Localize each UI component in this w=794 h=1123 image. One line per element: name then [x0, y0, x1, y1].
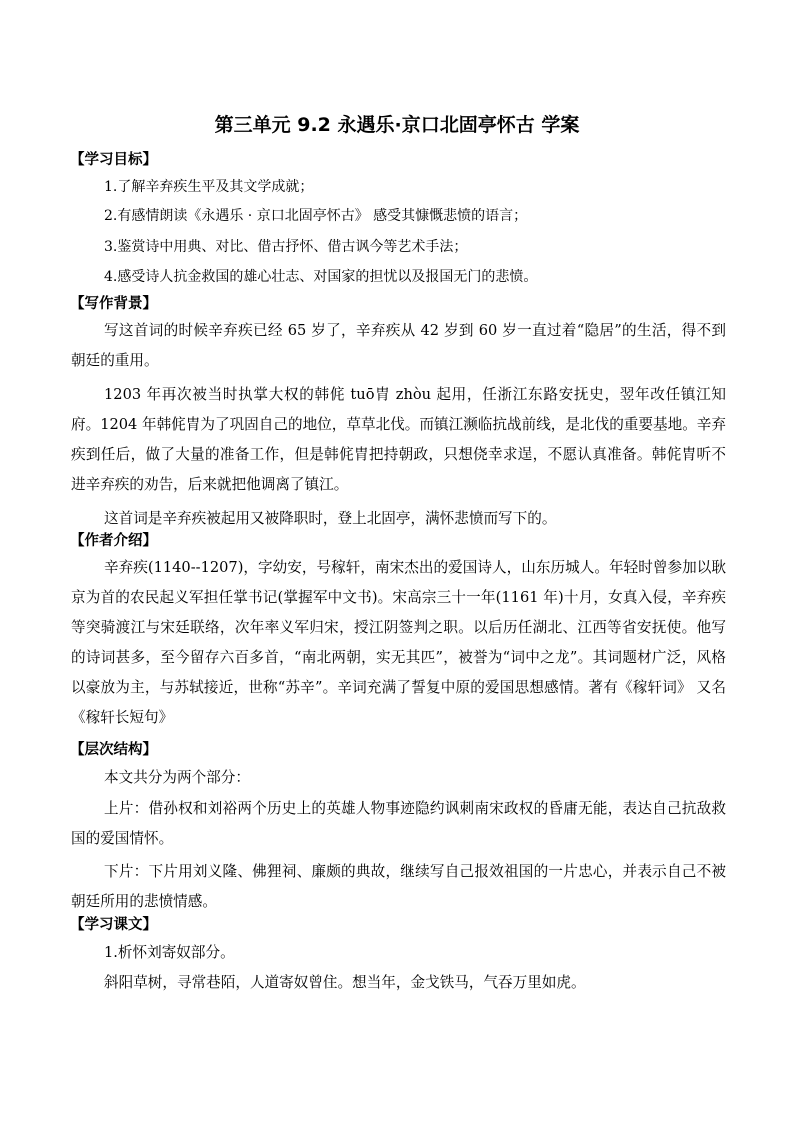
author-heading: 【作者介绍】: [70, 533, 157, 549]
objective-item-4: 4.感受诗人抗金救国的雄心壮志、对国家的担忧以及报国无门的悲愤。: [104, 269, 538, 285]
objective-item-1: 1.了解辛弃疾生平及其文学成就；: [104, 179, 314, 195]
objectives-heading: 【学习目标】: [70, 152, 157, 168]
structure-heading: 【层次结构】: [70, 742, 157, 758]
objective-item-3: 3.鉴赏诗中用典、对比、借古抒怀、借古讽今等艺术手法；: [104, 239, 468, 255]
lesson-paragraph-1: 1.析怀刘寄奴部分。: [104, 944, 235, 961]
structure-paragraph-3: 下片：下片用刘义隆、佛狸祠、廉颇的典故，继续写自己报效祖国的一片忠心，并表示自己不被朝廷所用的悲愤情感。: [71, 863, 726, 910]
lesson-paragraph-2: 斜阳草树，寻常巷陌，人道寄奴曾住。想当年，金戈铁马，气吞万里如虎。: [104, 974, 586, 991]
lesson-heading: 【学习课文】: [70, 917, 157, 933]
objective-item-2: 2.有感情朗读《永遇乐 · 京口北固亭怀古》 感受其慷慨悲愤的语言；: [104, 208, 528, 224]
structure-paragraph-1: 本文共分为两个部分：: [104, 769, 250, 786]
author-paragraph-1: 辛弃疾(1140--1207)，字幼安，号稼轩，南宋杰出的爱国诗人，山东历城人。年轻时曾参加以耿京为首的农民起义军担任掌书记(掌握军中文书)。宋高宗三十一年(1161 年)十月，女真入侵，辛弃疾等突骑渡江与宋廷联络，次年率义军归宋，授江阴签判之职。以后历任湖北、江西等省安抚使。他写的诗词甚多，至今留存六百多首，“南北两朝，实无其匹”，被誉为“词中之龙”。其词题材广泛，风格以豪放为主，与苏轼接近，世称“苏辛”。辛词充满了誓复中原的爱国思想感情。著有《稼轩词》 又名《稼轩长短句》: [71, 559, 726, 726]
background-heading: 【写作背景】: [70, 296, 157, 312]
background-paragraph-1: 写这首词的时候辛弃疾已经 65 岁了，辛弃疾从 42 岁到 60 岁一直过着“隐居”的生活，得不到朝廷的重用。: [71, 322, 726, 369]
background-paragraph-2: 1203 年再次被当时执掌大权的韩侂 tuō胄 zhòu 起用，任浙江东路安抚史，翌年改任镇江知府。1204 年韩侂胄为了巩固自己的地位，草草北伐。而镇江濒临抗战前线，是北伐的重要基地。辛弃疾到任后，做了大量的准备工作，但是韩侂胄把持朝政，只想侥幸求逞，不愿认真准备。韩侂胄听不进辛弃疾的劝告，后来就把他调离了镇江。: [71, 386, 726, 493]
background-paragraph-3: 这首词是辛弃疾被起用又被降职时，登上北固亭，满怀悲愤而写下的。: [104, 510, 557, 527]
structure-paragraph-2: 上片：借孙权和刘裕两个历史上的英雄人物事迹隐约讽刺南宋政权的昏庸无能，表达自己抗敌救国的爱国情怀。: [71, 800, 726, 847]
document-title: 第三单元 9.2 永遇乐·京口北固亭怀古 学案: [214, 114, 580, 136]
